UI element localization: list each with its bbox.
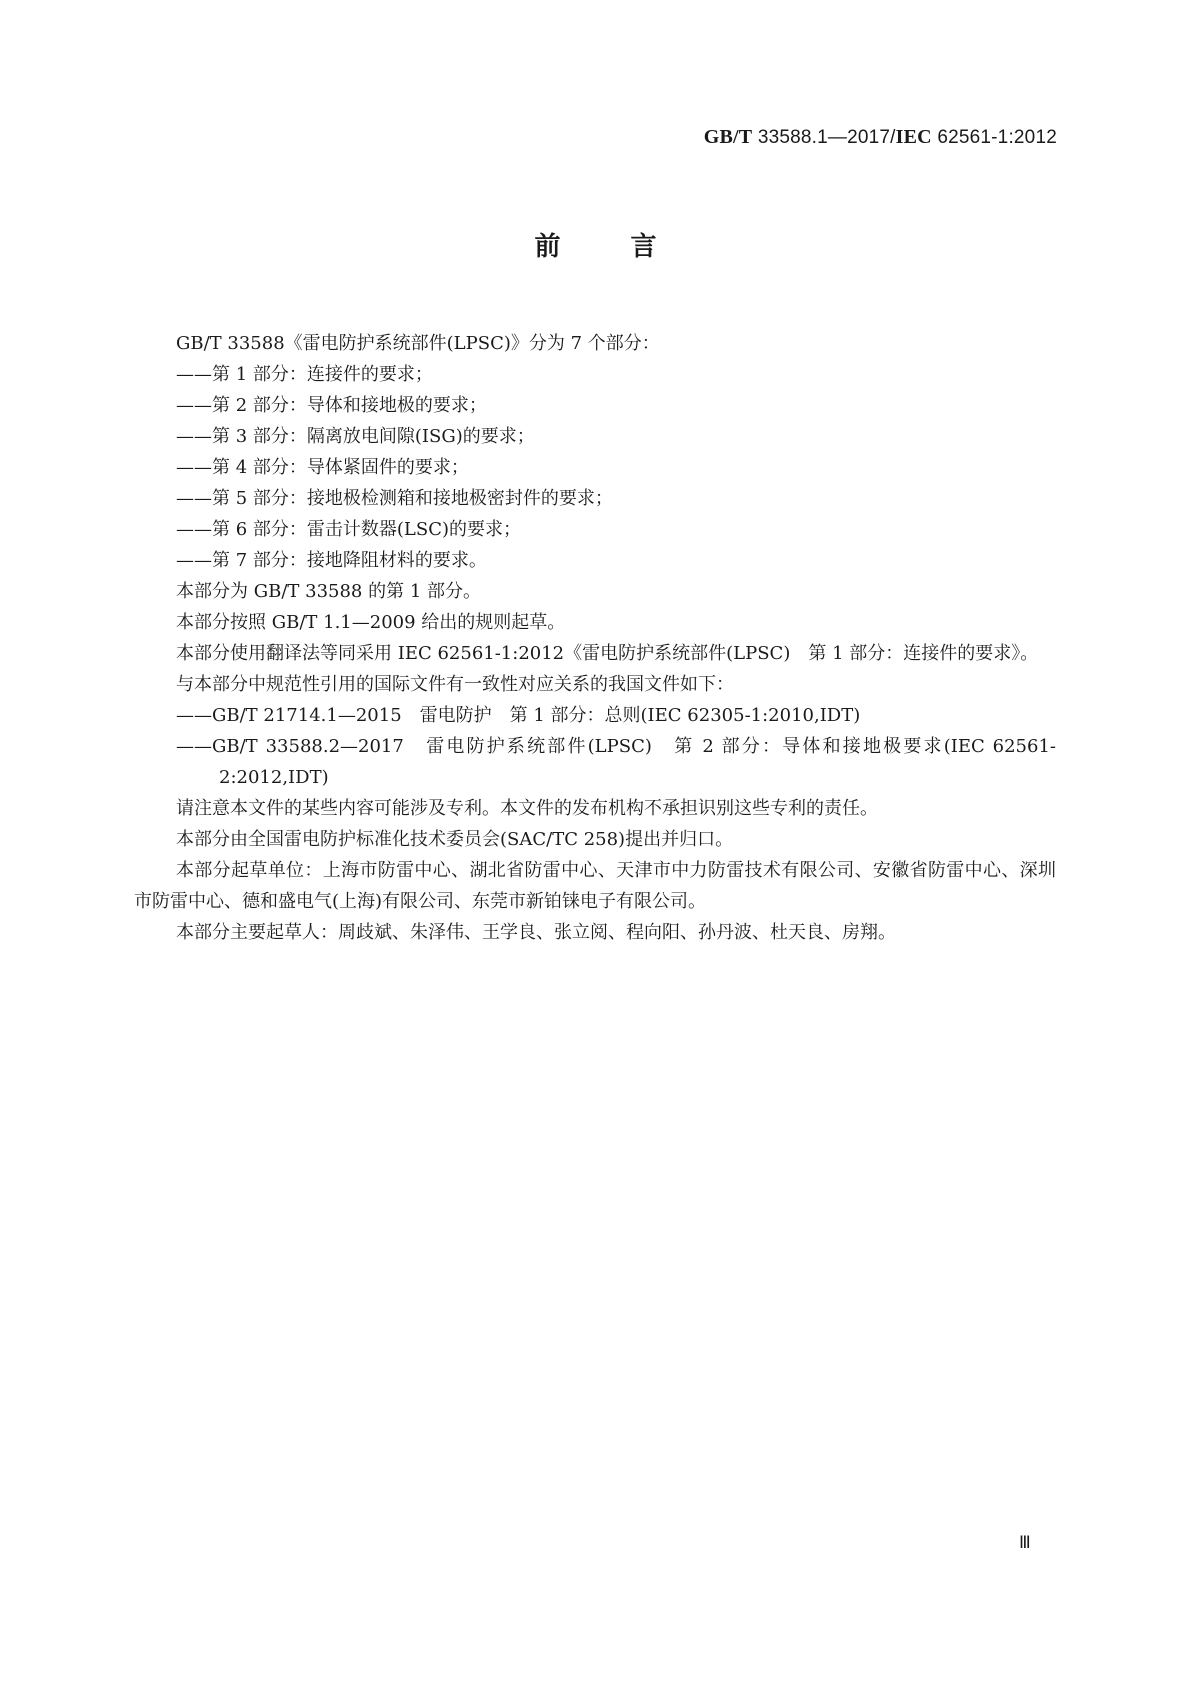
part-list-item: ——第 4 部分：导体紧固件的要求；	[176, 457, 469, 478]
standard-header	[704, 126, 1057, 149]
part-list-item: ——第 3 部分：隔离放电间隙(ISG)的要求；	[176, 426, 535, 447]
header-std-prefix: GB/T	[703, 126, 753, 148]
part-list-item: ——第 6 部分：雷击计数器(LSC)的要求；	[176, 519, 521, 540]
drafting-rules-paragraph: 本部分按照 GB/T 1.1—2009 给出的规则起草。	[176, 612, 566, 633]
part-of-paragraph: 本部分为 GB/T 33588 的第 1 部分。	[176, 581, 481, 602]
correspondence-item: ——GB/T 21714.1—2015 雷电防护 第 1 部分：总则(IEC 62305-1:2010,IDT)	[176, 705, 861, 726]
title-char-2: 言	[630, 232, 657, 262]
correspondence-item: ——GB/T 33588.2—2017 雷电防护系统部件(LPSC) 第 2 部分：导体和接地极要求(IEC 62561-2:2012,IDT)	[176, 736, 1056, 788]
part-list-item: ——第 2 部分：导体和接地极的要求；	[176, 395, 487, 416]
translation-paragraph: 本部分使用翻译法等同采用 IEC 62561-1:2012《雷电防护系统部件(LPSC) 第 1 部分：连接件的要求》。	[176, 643, 1039, 664]
part-list-item: ——第 1 部分：连接件的要求；	[176, 364, 433, 385]
header-std-number: 33588.1—2017/	[757, 127, 896, 148]
page-title	[0, 226, 1191, 263]
header-iec-prefix: IEC	[895, 126, 932, 148]
part-list-item: ——第 7 部分：接地降阻材料的要求。	[176, 550, 487, 571]
title-char-1: 前	[534, 232, 561, 262]
intro-paragraph: GB/T 33588《雷电防护系统部件(LPSC)》分为 7 个部分：	[176, 333, 660, 354]
header-iec-number: 62561-1:2012	[937, 127, 1057, 148]
drafting-units-paragraph: 本部分起草单位：上海市防雷中心、湖北省防雷中心、天津市中力防雷技术有限公司、安徽省防雷中心、深圳市防雷中心、德和盛电气(上海)有限公司、东莞市新铂铼电子有限公司。	[134, 860, 1056, 912]
correspondence-intro-paragraph: 与本部分中规范性引用的国际文件有一致性对应关系的我国文件如下：	[176, 674, 734, 695]
part-list-item: ——第 5 部分：接地极检测箱和接地极密封件的要求；	[176, 488, 613, 509]
page-number: Ⅲ	[1019, 1533, 1031, 1552]
foreword-body	[134, 328, 1056, 948]
proposed-by-paragraph: 本部分由全国雷电防护标准化技术委员会(SAC/TC 258)提出并归口。	[176, 829, 734, 850]
drafters-paragraph: 本部分主要起草人：周歧斌、朱泽伟、王学良、张立阅、程向阳、孙丹波、杜天良、房翔。	[176, 922, 896, 943]
patent-notice-paragraph: 请注意本文件的某些内容可能涉及专利。本文件的发布机构不承担识别这些专利的责任。	[176, 798, 878, 819]
